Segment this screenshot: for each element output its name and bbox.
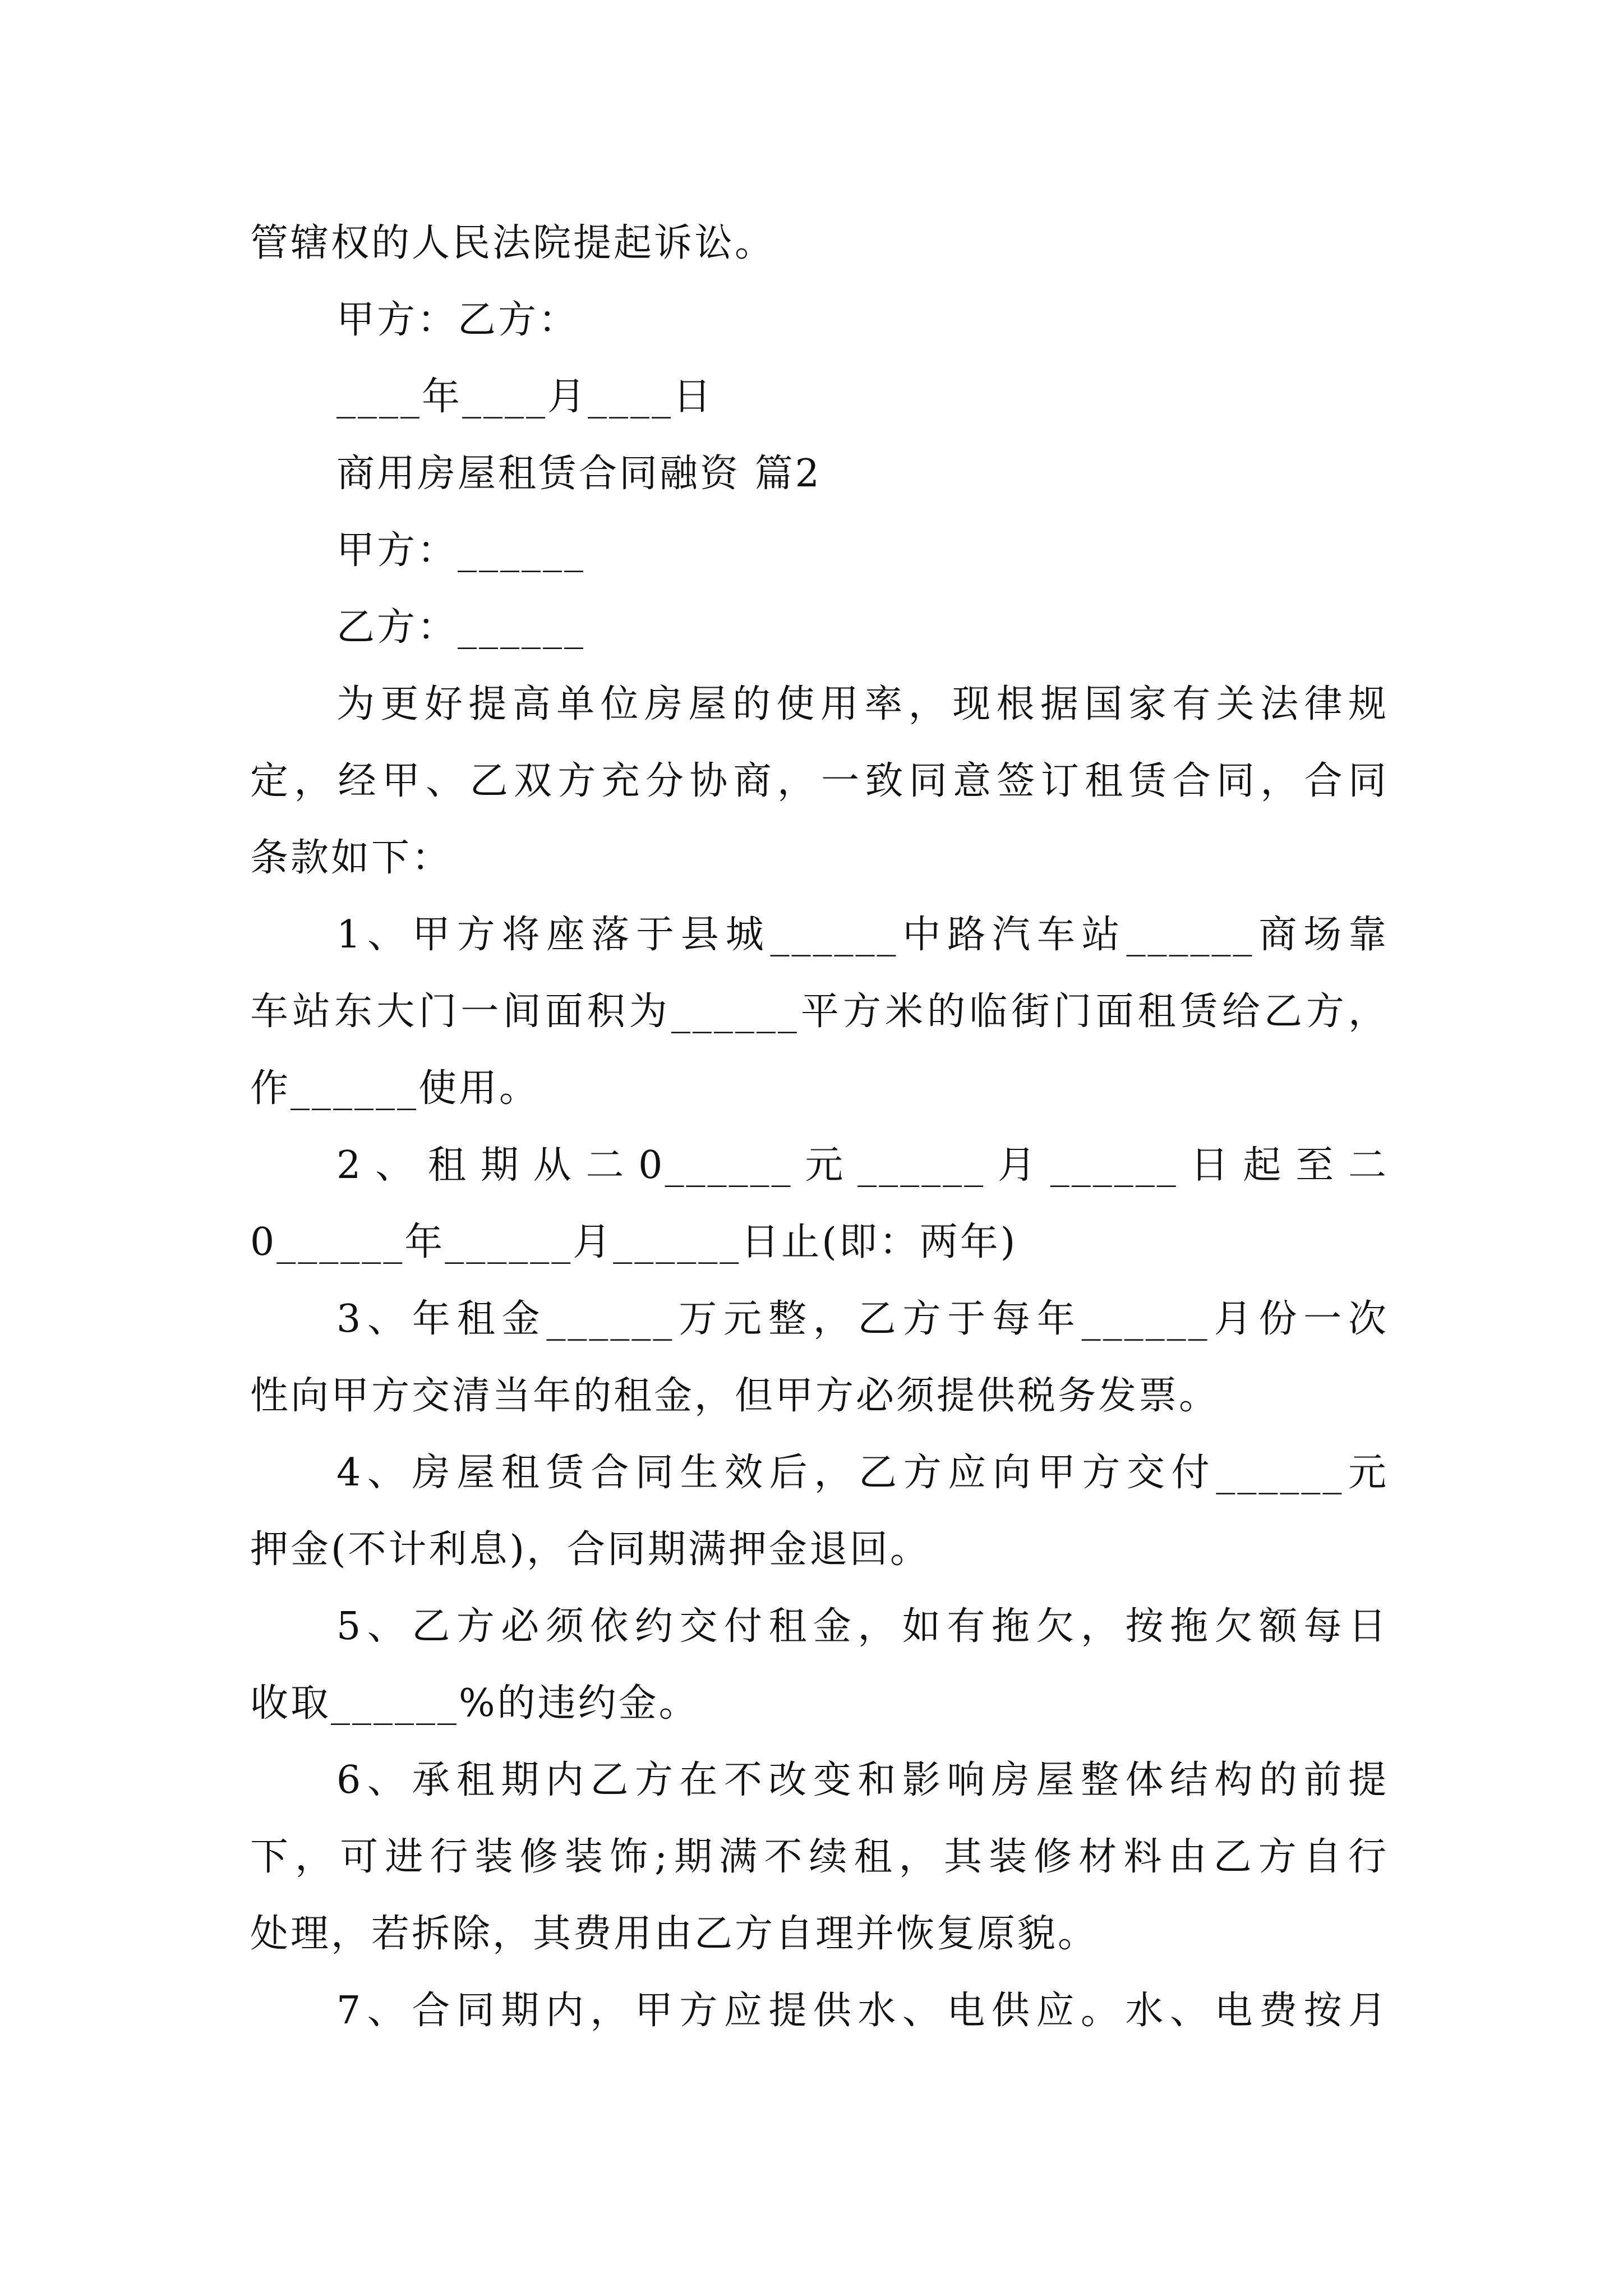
paragraph-line: 定，经甲、乙双方充分协商，一致同意签订租赁合同，合同 — [250, 759, 1389, 803]
text-line: 管辖权的人民法院提起诉讼。 — [250, 221, 776, 265]
party-a-line: 甲方：______ — [336, 528, 586, 573]
clause-6-line: 下，可进行装修装饰;期满不续租，其装修材料由乙方自行 — [250, 1835, 1389, 1879]
signature-parties-line: 甲方：乙方： — [336, 298, 579, 342]
clause-2-line: 0______年______月______日止(即：两年) — [250, 1220, 1018, 1264]
party-b-line: 乙方：______ — [336, 605, 586, 650]
clause-2-line: 2、租期从二0______元______月______日起至二 — [336, 1143, 1389, 1188]
clause-3-line: 性向甲方交清当年的租金，但甲方必须提供税务发票。 — [250, 1374, 1220, 1418]
clause-5-line: 5、乙方必须依约交付租金，如有拖欠，按拖欠额每日 — [336, 1604, 1389, 1649]
date-line: ____年____月____日 — [336, 375, 714, 419]
section-heading: 商用房屋租赁合同融资 篇2 — [336, 452, 822, 496]
clause-6-line: 6、承租期内乙方在不改变和影响房屋整体结构的前提 — [336, 1758, 1389, 1802]
clause-3-line: 3、年租金______万元整，乙方于每年______月份一次 — [336, 1297, 1389, 1341]
document-body — [250, 205, 1389, 2049]
clause-4-line: 4、房屋租赁合同生效后，乙方应向甲方交付______元 — [336, 1451, 1389, 1495]
clause-7-line: 7、合同期内，甲方应提供水、电供应。水、电费按月 — [336, 1989, 1389, 2033]
clause-1-line: 1、甲方将座落于县城______中路汽车站______商场靠 — [336, 913, 1389, 957]
clause-1-line: 车站东大门一间面积为______平方米的临街门面租赁给乙方， — [250, 990, 1389, 1034]
clause-4-line: 押金(不计利息)，合同期满押金退回。 — [250, 1527, 931, 1572]
paragraph-line: 条款如下： — [250, 836, 453, 880]
clause-1-line: 作______使用。 — [250, 1066, 540, 1111]
paragraph-line: 为更好提高单位房屋的使用率，现根据国家有关法律规 — [336, 682, 1389, 726]
clause-6-line: 处理，若拆除，其费用由乙方自理并恢复原貌。 — [250, 1912, 1099, 1956]
clause-5-line: 收取______%的违约金。 — [250, 1681, 699, 1726]
